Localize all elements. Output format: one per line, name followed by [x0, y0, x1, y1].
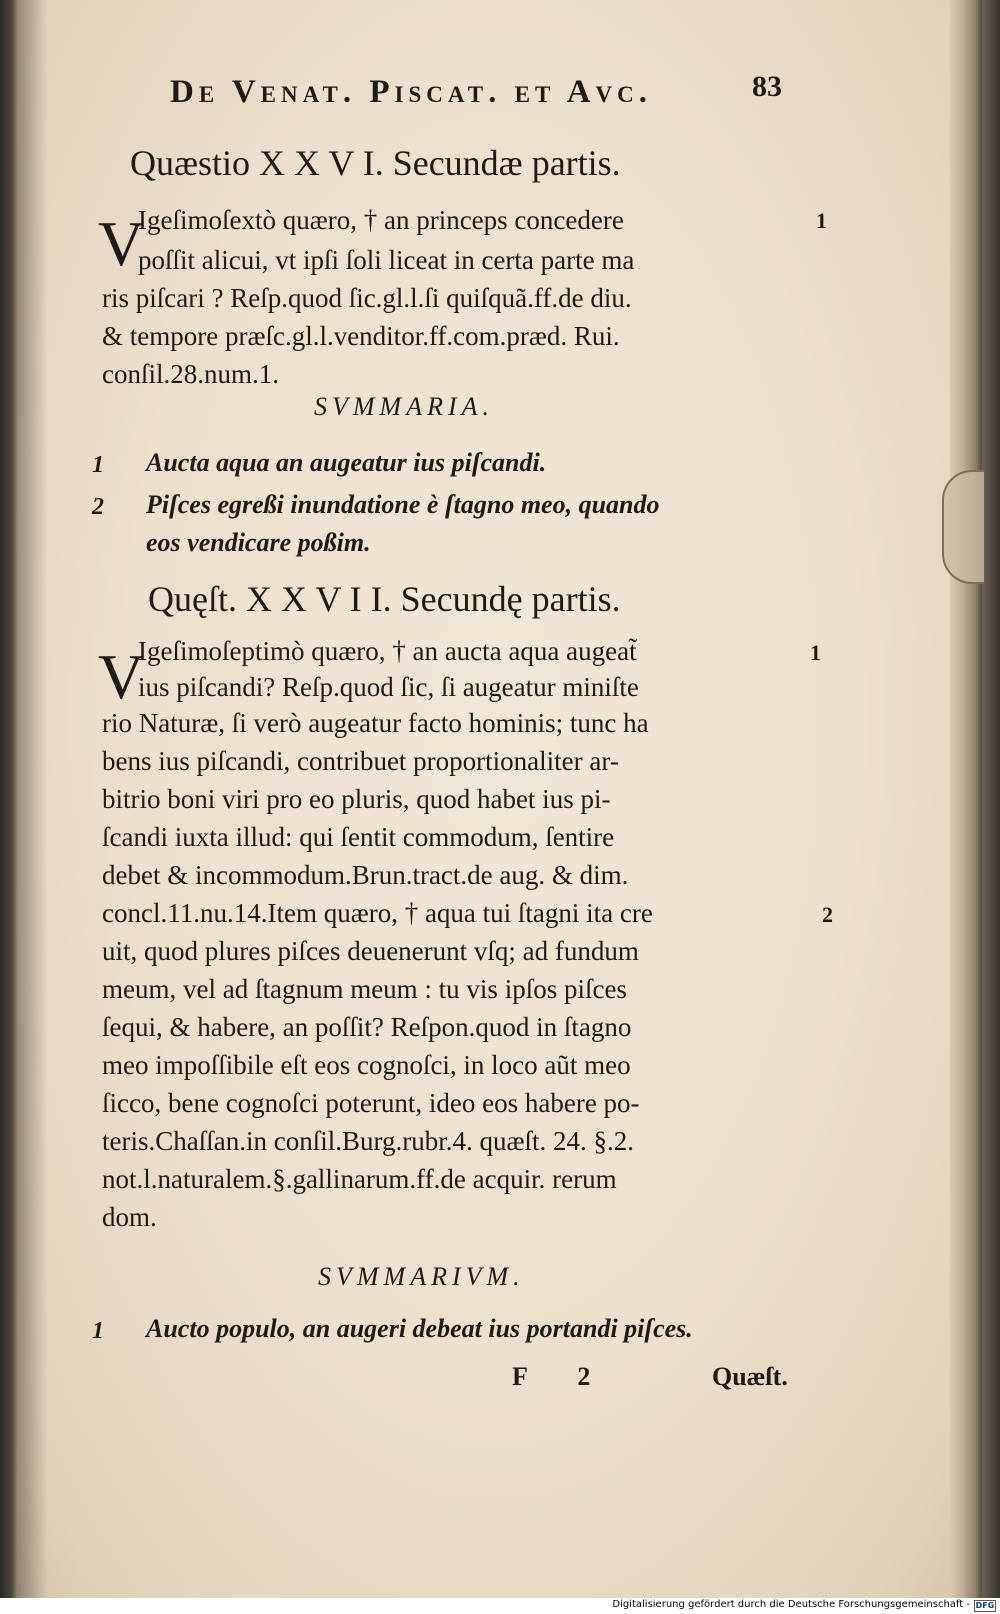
q27-line: bitrio boni viri pro eo pluris, quod habet ius pi-	[102, 784, 611, 814]
catchword: Quæſt.	[712, 1362, 788, 1391]
summary-line: Piſces egreßi inundatione è ſtagno meo, quando	[146, 490, 660, 519]
signature-mark: F 2	[512, 1362, 613, 1391]
question-26-dropcap: V	[98, 208, 145, 279]
margin-note: 1	[810, 640, 821, 665]
summary-line: eos vendicare poßim.	[146, 528, 371, 557]
summary-number: 1	[92, 452, 104, 478]
q27-line: dom.	[102, 1202, 157, 1232]
q27-line: not.l.naturalem.§.gallinarum.ff.de acquir. rerum	[102, 1164, 617, 1194]
summary-line: Aucta aqua an augeatur ius piſcandi.	[146, 448, 547, 477]
summary-number: 2	[92, 494, 104, 520]
question-27-dropcap: V	[98, 641, 145, 712]
q27-line: ſequi, & habere, an poſſit? Reſpon.quod in ſtagno	[102, 1012, 632, 1042]
fore-edge	[950, 0, 982, 1598]
folio-number: 83	[752, 70, 782, 103]
summaria-title: SVMMARIA.	[314, 392, 495, 421]
q27-line: ſicco, bene cognoſci poterunt, ideo eos habere po-	[102, 1088, 640, 1118]
question-26-heading: Quæstio X X V I. Secundæ partis.	[130, 143, 621, 183]
q26-line: poſſit alicui, vt ipſi ſoli liceat in certa parte ma	[138, 245, 635, 275]
running-title: De Venat. Piscat. et Avc.	[170, 74, 653, 110]
digitization-credit: Digitalisierung gefördert durch die Deutsche Forschungsgemeinschaft -	[612, 1599, 970, 1610]
q26-line: ris piſcari ? Reſp.quod ſic.gl.l.ſi quiſquã.ff.de diu.	[102, 283, 632, 313]
q26-line: & tempore præſc.gl.l.venditor.ff.com.præd. Rui.	[102, 321, 620, 351]
question-27-heading: Quęſt. X X V I I. Secundę partis.	[148, 579, 621, 619]
dfg-logo: DFG	[975, 1601, 995, 1610]
q27-line: bens ius piſcandi, contribuet proportionaliter ar-	[102, 746, 619, 776]
q27-line: uit, quod plures piſces deuenerunt vſq; ad fundum	[102, 936, 639, 966]
summary-line: Aucto populo, an augeri debeat ius portandi piſces.	[146, 1314, 693, 1343]
margin-note: 1	[816, 208, 827, 233]
margin-note: 2	[822, 902, 833, 927]
q27-line: rio Naturæ, ſi verò augeatur facto hominis; tunc ha	[102, 708, 649, 738]
summary-number: 1	[92, 1318, 104, 1344]
q27-line: ſcandi iuxta illud: qui ſentit commodum, ſentire	[102, 822, 615, 852]
q27-line: concl.11.nu.14.Item quæro, † aqua tui ſtagni ita cre	[102, 898, 653, 928]
q27-line: ius piſcandi? Reſp.quod ſic, ſi augeatur miniſte	[138, 672, 639, 702]
q26-line: conſil.28.num.1.	[102, 359, 279, 389]
q27-line: Igeſimoſeptimò quæro, † an aucta aqua augeat̃	[138, 636, 637, 666]
q27-line: teris.Chaſſan.in conſil.Burg.rubr.4. quæſt. 24. §.2.	[102, 1126, 634, 1156]
q27-line: meum, vel ad ſtagnum meum : tu vis ipſos piſces	[102, 974, 627, 1004]
q26-line: Igeſimoſextò quæro, † an princeps concedere	[138, 205, 624, 235]
spine-shadow	[18, 0, 48, 1598]
summarium-title: SVMMARIVM.	[318, 1262, 525, 1291]
page-clip	[942, 470, 984, 584]
q27-line: meo impoſſibile eſt eos cognoſci, in loco aũt meo	[102, 1050, 631, 1080]
q27-line: debet & incommodum.Brun.tract.de aug. & dim.	[102, 860, 629, 890]
